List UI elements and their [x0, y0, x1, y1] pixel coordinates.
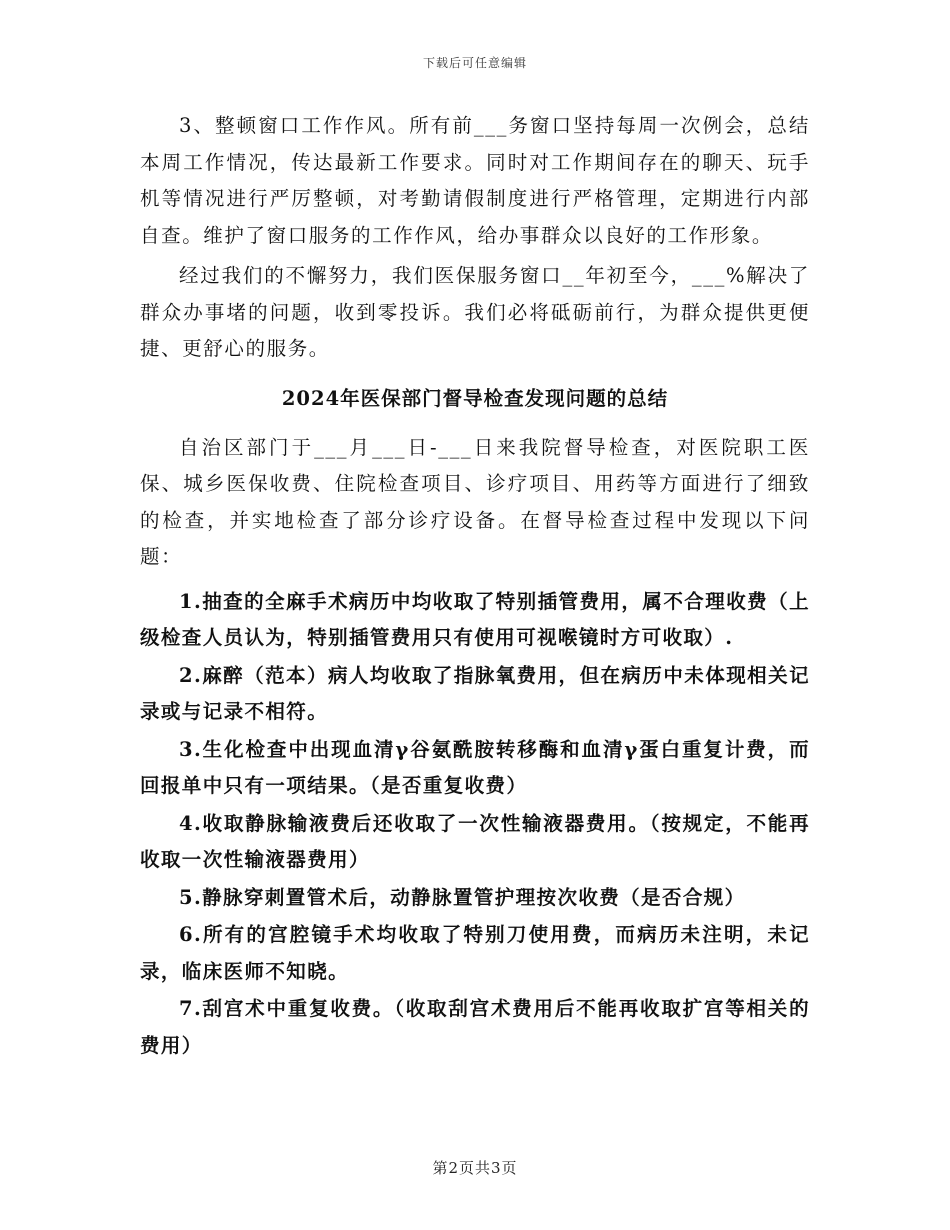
- issue-item-7: 7.刮宫术中重复收费。（收取刮宫术费用后不能再收取扩宫等相关的费用）: [140, 997, 810, 1057]
- paragraph-inspection-intro: 自治区部门于___月___日-___日来我院督导检查，对医院职工医保、城乡医保收费、住院检查项目、诊疗项目、用药等方面进行了细致的检查，并实地检查了部分诊疗设备。在督导检查过程中发现以下问题：: [140, 435, 810, 568]
- issue-list: [140, 584, 810, 1065]
- paragraph-window-work-style: 3、整顿窗口工作作风。所有前___务窗口坚持每周一次例会，总结本周工作情况，传达最新工作要求。同时对工作期间存在的聊天、玩手机等情况进行严厉整顿，对考勤请假制度进行严格管理，定期进行内部自查。维护了窗口服务的工作作风，给办事群众以良好的工作形象。: [140, 114, 810, 247]
- section-title: 2024年医保部门督导检查发现问题的总结: [281, 386, 669, 410]
- issue-item-2: 2.麻醉（范本）病人均收取了指脉氧费用，但在病历中未体现相关记录或与记录不相符。: [140, 663, 810, 723]
- page-number: 第2页共3页: [432, 1159, 518, 1177]
- paragraph-efforts-summary: 经过我们的不懈努力，我们医保服务窗口__年初至今，___%解决了群众办事堵的问题，收到零投诉。我们必将砥砺前行，为群众提供更便捷、更舒心的服务。: [140, 264, 810, 360]
- issue-item-6: 6.所有的宫腔镜手术均收取了特别刀使用费，而病历未注明，未记录，临床医师不知晓。: [140, 923, 810, 983]
- issue-item-3: 3.生化检查中出现血清γ谷氨酰胺转移酶和血清γ蛋白重复计费，而回报单中只有一项结果。（是否重复收费）: [140, 737, 810, 797]
- header-note: 下载后可任意编辑: [422, 56, 527, 70]
- issue-item-5: 5.静脉穿刺置管术后，动静脉置管护理按次收费（是否合规）: [179, 885, 746, 909]
- issue-item-4: 4.收取静脉输液费后还收取了一次性输液器费用。（按规定，不能再收取一次性输液器费用）: [140, 811, 810, 871]
- issue-item-1: 1.抽查的全麻手术病历中均收取了特别插管费用，属不合理收费（上级检查人员认为，特别插管费用只有使用可视喉镜时方可收取）.: [140, 589, 810, 649]
- document-body: [140, 108, 810, 1064]
